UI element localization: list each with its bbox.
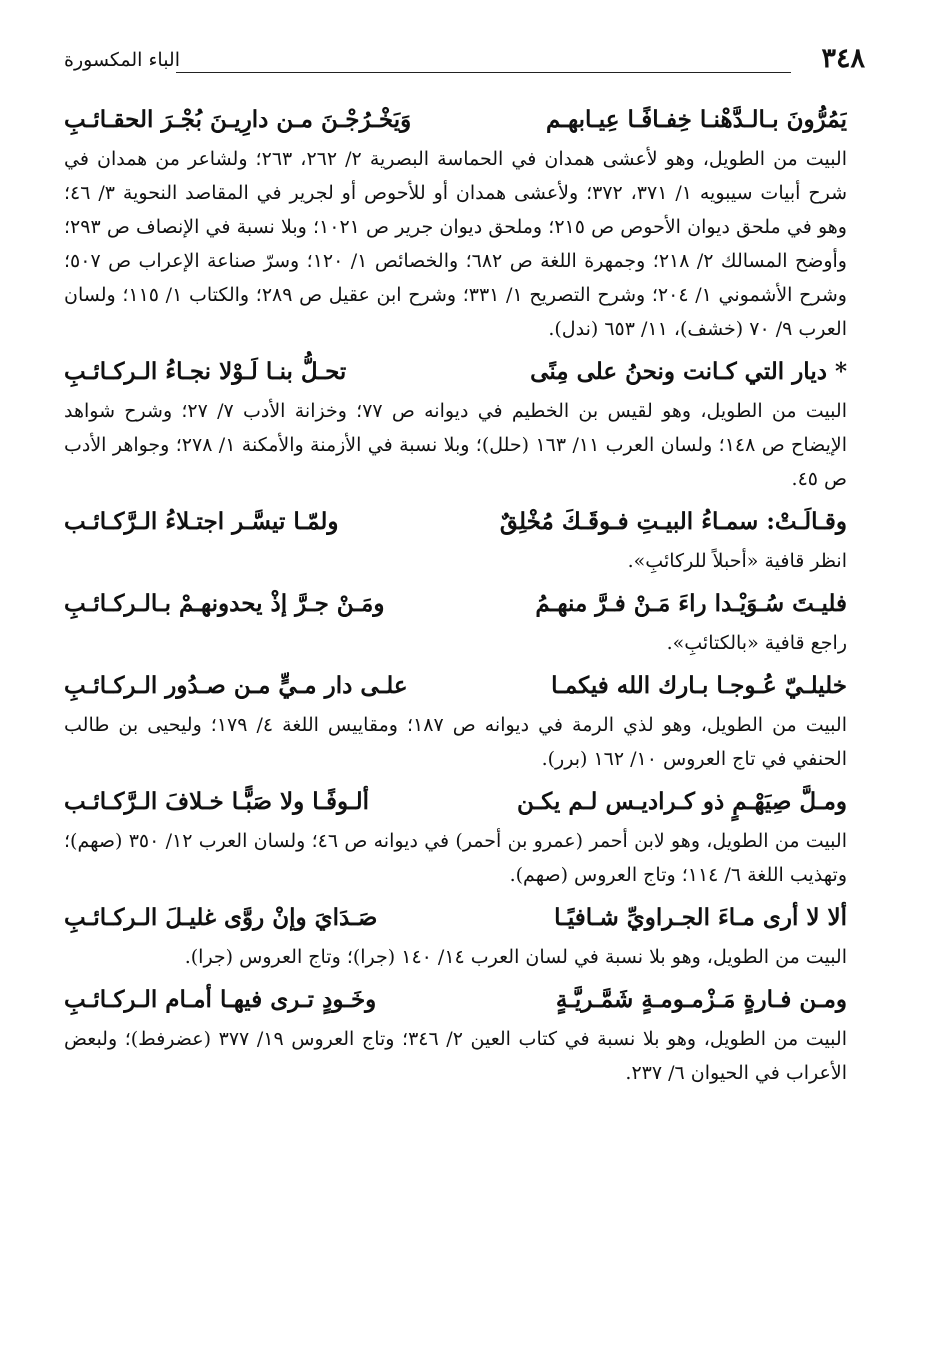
- verse-first-hemistich: خليلـيّ عُـوجـا بـارك الله فيكمـا: [551, 672, 847, 699]
- verse-line: [64, 350, 847, 394]
- verse-entry: [64, 978, 847, 1090]
- header-rule: [176, 72, 791, 73]
- verse-entry: [64, 500, 847, 578]
- verse-line: [64, 780, 847, 824]
- verse-entry: [64, 350, 847, 496]
- running-title: الباء المكسورة: [64, 49, 181, 71]
- verse-entry: [64, 780, 847, 892]
- verse-first-hemistich: يَمُرُّونَ بـالـدَّهْنـا خِفـافًـا عِيـابهـم: [546, 106, 847, 133]
- verse-line: [64, 582, 847, 626]
- verse-note: البيت من الطويل، وهو لذي الرمة في ديوانه ص ١٨٧؛ ومقاييس اللغة ٤/ ١٧٩؛ وليحيى بن طالب الحنفي في تاج العروس ١٠/ ١٦٢ (برر).: [64, 714, 847, 770]
- verse-note: البيت من الطويل، وهو لأعشى همدان في الحماسة البصرية ٢/ ٢٦٢، ٢٦٣؛ ولشاعر من همدان في شرح أبيات سيبويه ١/ ٣٧١، ٣٧٢؛ ولأعشى همدان أو للأحوص أو لجرير في المقاصد النحوية ٣/ ٤٦؛ وهو في ملحق ديوان الأحوص ص ٢١٥؛ وملحق ديوان جرير ص ١٠٢١؛ وبلا نسبة في الإنصاف ص ٢٩٣؛ وأوضح المسالك ٢/ ٢١٨؛ وجمهرة اللغة ص ٦٨٢؛ والخصائص ١/ ١٢٠؛ وسرّ صناعة الإعراب ص ٥٠٧؛ وشرح الأشموني ١/ ٢٠٤؛ وشرح التصريح ١/ ٣٣١؛ وشرح ابن عقيل ص ٢٨٩؛ والكتاب ١/ ١١٥؛ ولسان العرب ٩/ ٧٠ (خشف)، ١١/ ٦٥٣ (ندل).: [64, 148, 847, 340]
- verse-second-hemistich: صَـدَايَ وإنْ روَّى غليـلَ الـركـائـبِ: [64, 904, 378, 931]
- verse-entry: [64, 664, 847, 776]
- verse-second-hemistich: وخَـودٍ تـرى فيهـا أمـام الـركـائـبِ: [64, 986, 377, 1013]
- page-header: [64, 42, 865, 76]
- verse-entry: [64, 896, 847, 974]
- verse-first-hemistich: فليـتَ سُـوَيْـدا راءَ مَـنْ فـرَّ منهـمُ: [535, 590, 847, 617]
- verse-second-hemistich: علـى دار مـيٍّ مـن صـدُور الـركـائـبِ: [64, 672, 408, 699]
- verse-line: [64, 98, 847, 142]
- verse-first-hemistich: ومـلَّ صِيَهْـمٍ ذو كـراديـس لـم يكـن: [517, 788, 847, 815]
- verse-line: [64, 500, 847, 544]
- verse-first-hemistich: وقـالَـتْ: سمـاءُ البيـتِ فـوقَـكَ مُخْلِقٌ: [499, 508, 847, 535]
- verse-second-hemistich: ومَـنْ جـرَّ إذْ يحدونهـمْ بـالـركـائـبِ: [64, 590, 385, 617]
- page-content: [64, 98, 847, 1094]
- verse-first-hemistich: ألا لا أرى مـاءَ الجـراويِّ شـافيًـا: [554, 904, 847, 931]
- verse-note: البيت من الطويل، وهو لابن أحمر (عمرو بن أحمر) في ديوانه ص ٤٦؛ ولسان العرب ١٢/ ٣٥٠ (صهم)؛ وتهذيب اللغة ٦/ ١١٤؛ وتاج العروس (صهم).: [64, 830, 847, 886]
- verse-second-hemistich: ألـوفًـا ولا صَبًّـا خـلافَ الـرَّكـائـب: [64, 788, 369, 815]
- verse-first-hemistich: * ديار التي كـانت ونحنُ على مِنًى: [530, 358, 847, 385]
- verse-note: البيت من الطويل، وهو بلا نسبة في لسان العرب ١٤/ ١٤٠ (جرا)؛ وتاج العروس (جرا).: [184, 946, 847, 968]
- verse-note: البيت من الطويل، وهو لقيس بن الخطيم في ديوانه ص ٧٧؛ وخزانة الأدب ٧/ ٢٧؛ وشرح شواهد الإيضاح ص ١٤٨؛ ولسان العرب ١١/ ١٦٣ (حلل)؛ وبلا نسبة في الأزمنة والأمكنة ١/ ٢٧٨؛ وجواهر الأدب ص ٤٥.: [64, 400, 847, 490]
- verse-second-hemistich: ولمّـا تيسَّـر اجتـلاءُ الـرَّكـائـب: [64, 508, 339, 535]
- verse-second-hemistich: وَيَخْـرُجْـنَ مـن دارِيـنَ بُجْـرَ الحقـائـبِ: [64, 106, 412, 133]
- verse-entry: [64, 582, 847, 660]
- verse-entry: [64, 98, 847, 346]
- verse-line: [64, 978, 847, 1022]
- verse-note: راجع قافية «بالكتائبِ».: [666, 632, 847, 654]
- verse-second-hemistich: تحـلُّ بنـا لَـوْلا نجـاءُ الـركـائـبِ: [64, 358, 347, 385]
- verse-line: [64, 664, 847, 708]
- verse-first-hemistich: ومـن فـارةٍ مَـزْمـومـةٍ شَمَّـريَّـةٍ: [555, 986, 847, 1013]
- verse-note: البيت من الطويل، وهو بلا نسبة في كتاب العين ٢/ ٣٤٦؛ وتاج العروس ١٩/ ٣٧٧ (عضرفط)؛ ولبعض الأعراب في الحيوان ٦/ ٢٣٧.: [64, 1028, 847, 1084]
- page-number: ٣٤٨: [821, 43, 865, 74]
- verse-line: [64, 896, 847, 940]
- verse-note: انظر قافية «أحبلاً للركائبِ».: [627, 550, 847, 572]
